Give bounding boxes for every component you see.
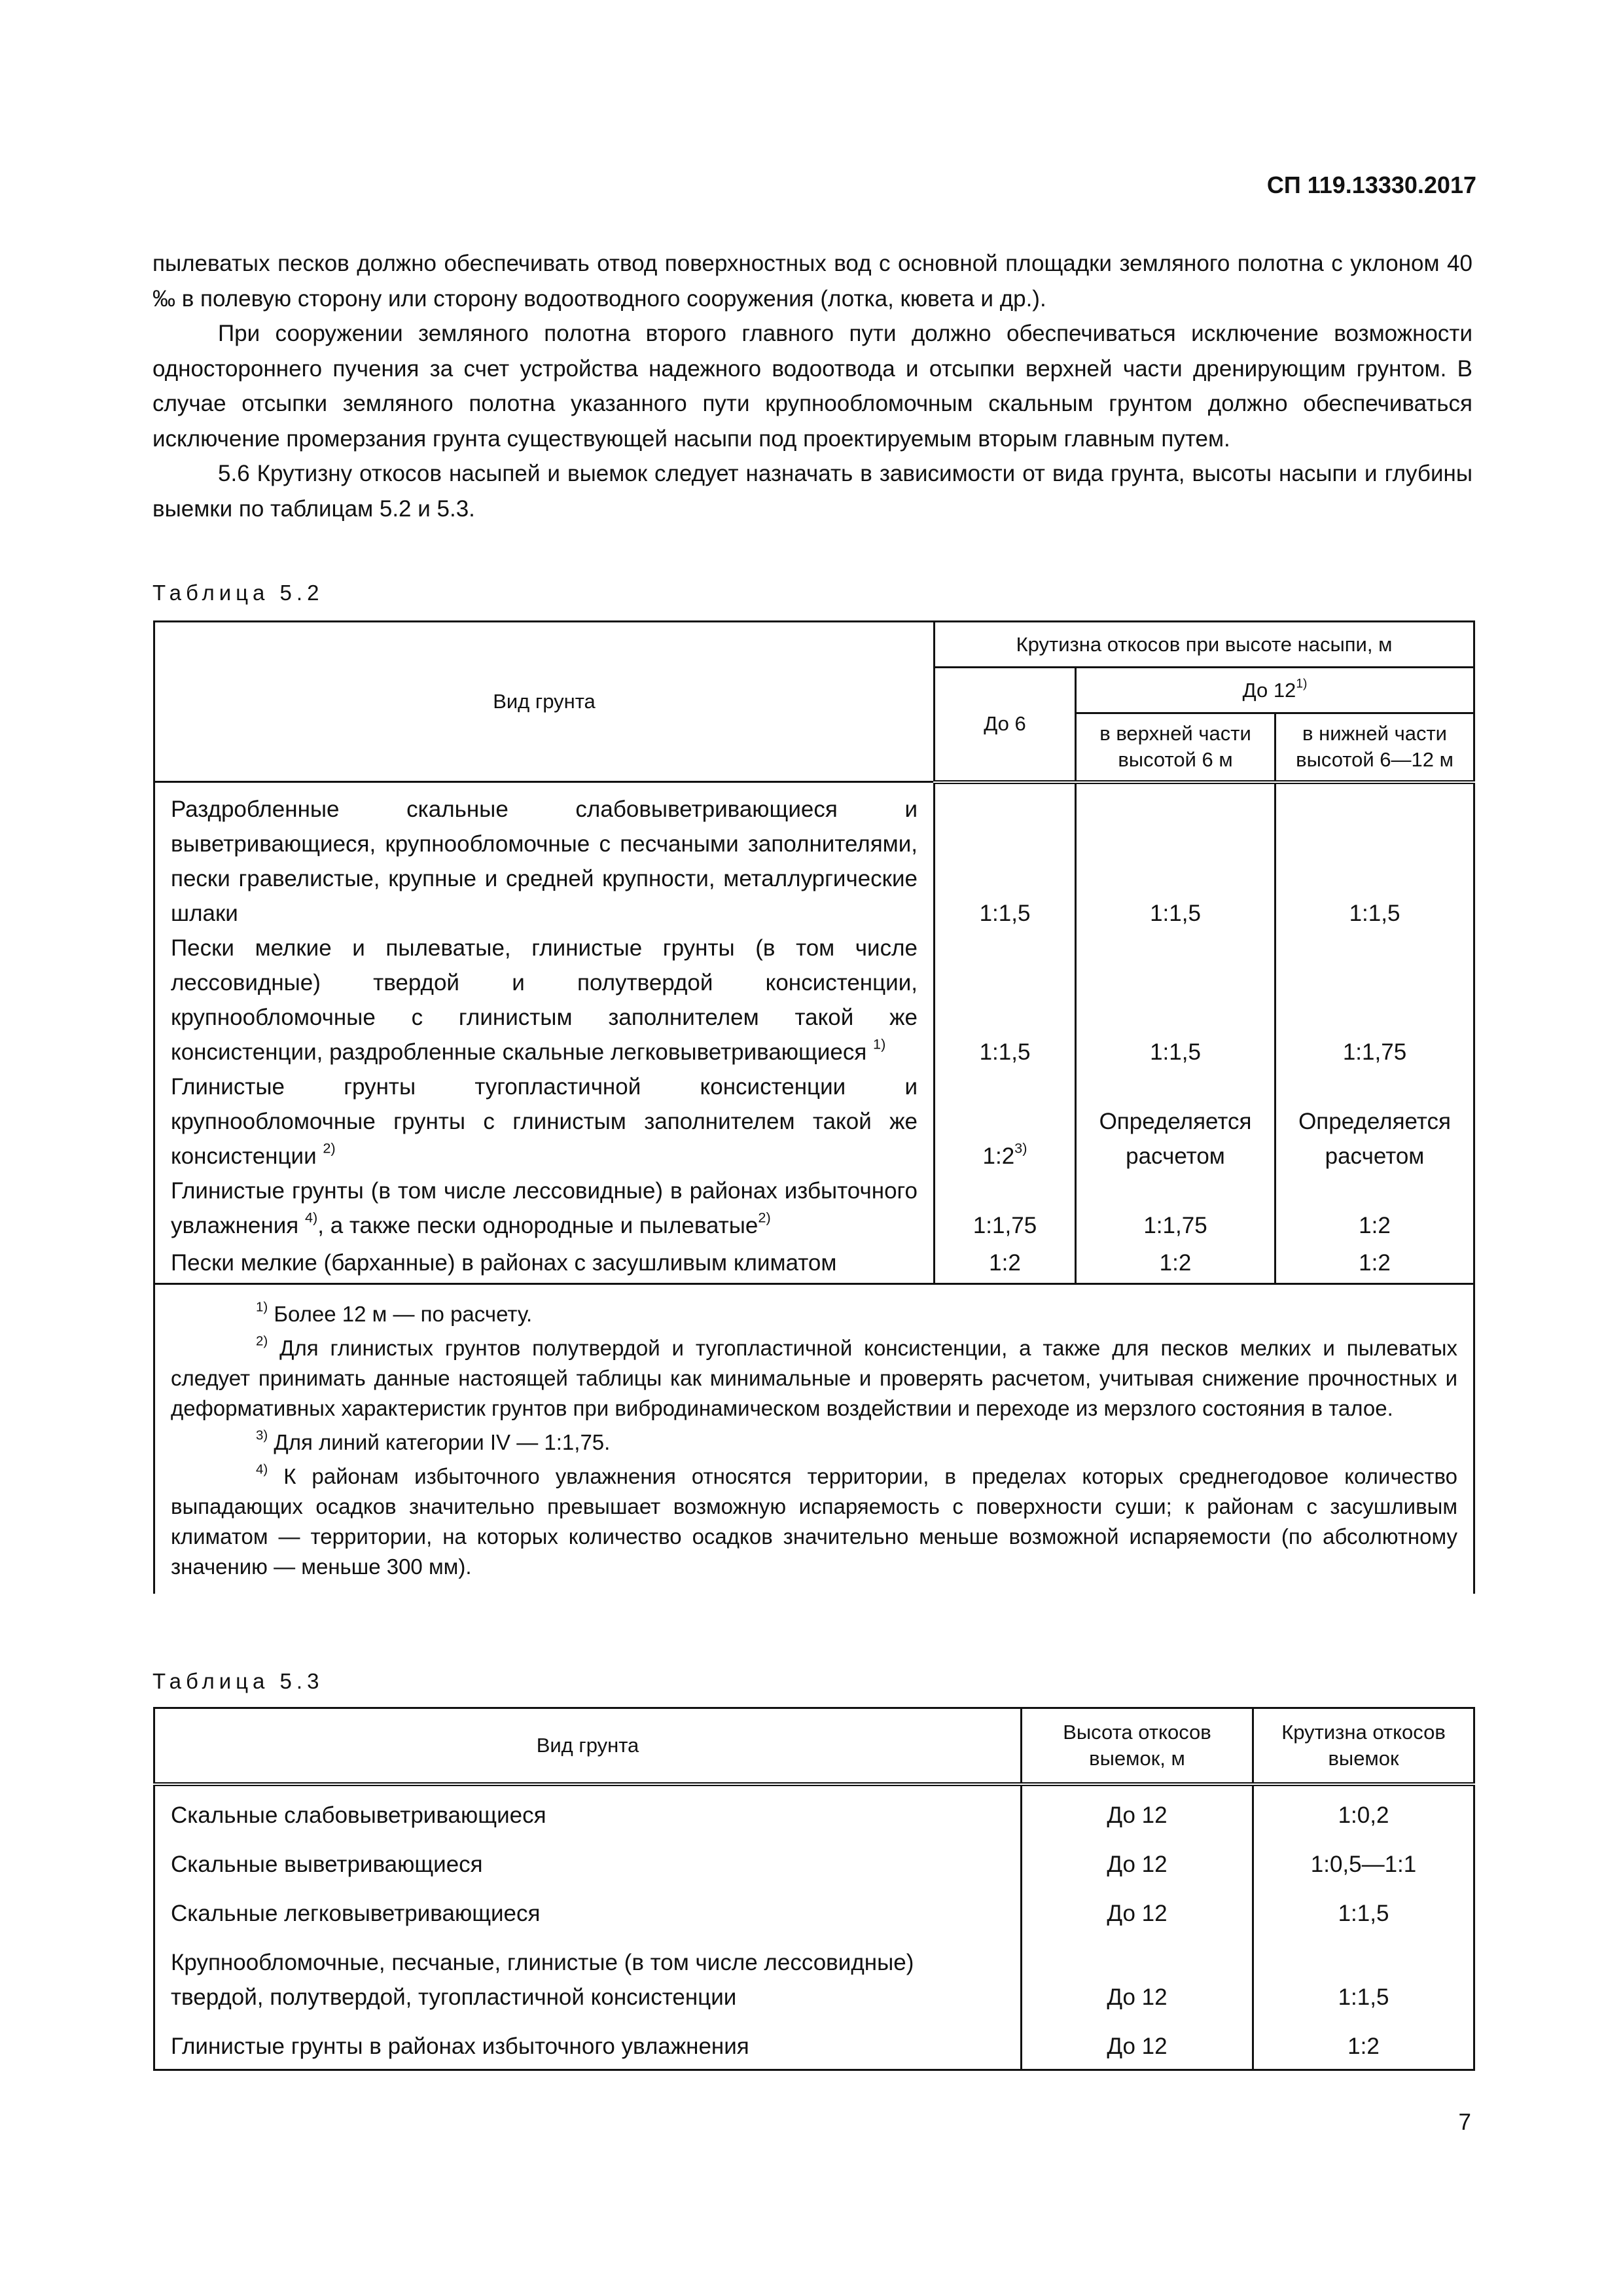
footnote-3-mark: 3) xyxy=(256,1427,268,1443)
row-5-c2: 1:2 xyxy=(1076,1243,1275,1283)
row-2-c3: 1:1,75 xyxy=(1275,931,1474,1069)
row-4-note-a: 4) xyxy=(304,1209,318,1226)
t53-row-1-desc: Скальные слабовыветривающиеся xyxy=(154,1784,1022,1833)
row-2-note: 1) xyxy=(873,1035,886,1052)
row-4-desc-b: , а также пески однородные и пылеватые xyxy=(317,1213,758,1238)
row-2-desc-text: Пески мелкие и пылеватые, глинистые грунты (в том числе лессовидные) твердой и полутвердой консистенции, крупнообломочные с глинистым заполнителем такой же консистенции, раздробленные скальные легковыветривающиеся xyxy=(171,935,918,1065)
table-5-3-head-slope: Крутизна откосов выемок xyxy=(1253,1708,1474,1785)
row-4-c1: 1:1,75 xyxy=(935,1174,1076,1243)
footnotes-cell xyxy=(154,1283,1474,1594)
table-5-3 xyxy=(153,1707,1475,2071)
row-1-desc: Раздробленные скальные слабовыветривающиеся и выветривающиеся, крупнообломочные с песчаными заполнителями, пески гравелистые, крупные и средней крупности, металлургические шлаки xyxy=(154,782,935,931)
table-row xyxy=(154,1833,1474,1882)
t53-row-2-desc: Скальные выветривающиеся xyxy=(154,1833,1022,1882)
table-row xyxy=(154,2015,1474,2070)
table-row xyxy=(154,1784,1474,1833)
row-2-c1: 1:1,5 xyxy=(935,931,1076,1069)
row-4-c3: 1:2 xyxy=(1275,1174,1474,1243)
table-5-2-head-up-to-12 xyxy=(1076,668,1474,713)
footnote-1-mark: 1) xyxy=(256,1299,268,1315)
footnote-4-text: К районам избыточного увлажнения относятся территории, в пределах которых среднегодовое количество выпадающих осадков значительно превышает возможную испаряемость с поверхности суши; к районам с засушливым климатом — территории, на которых количество осадков значительно меньше возможной испаряемости (по абсолютному значению — меньше 300 мм). xyxy=(171,1463,1458,1579)
row-3-desc xyxy=(154,1069,935,1174)
row-5-c1: 1:2 xyxy=(935,1243,1076,1283)
footnote-2-text: Для глинистых грунтов полутвердой и тугопластичной консистенции, а также для песков мелких и пылеватых следует принимать данные настоящей таблицы как минимальные и проверять расчетом, учитывая снижение прочностных и деформативных характеристик грунтов при вибродинамическом воздействии и переходе из мерзлого состояния в талое. xyxy=(171,1335,1458,1420)
t53-row-5-desc: Глинистые грунты в районах избыточного увлажнения xyxy=(154,2015,1022,2070)
table-row xyxy=(154,1174,1474,1243)
row-3-c1-text: 1:2 xyxy=(982,1143,1015,1169)
row-4-c2: 1:1,75 xyxy=(1076,1174,1275,1243)
table-5-2-head-slope-group: Крутизна откосов при высоте насыпи, м xyxy=(935,622,1474,668)
row-3-c1 xyxy=(935,1069,1076,1174)
page-number: 7 xyxy=(1458,2109,1471,2135)
table-5-2 xyxy=(153,620,1475,1594)
table-5-2-head-soil: Вид грунта xyxy=(154,622,935,782)
table-row xyxy=(154,931,1474,1069)
row-1-c3: 1:1,5 xyxy=(1275,782,1474,931)
up-to-12-note: 1) xyxy=(1296,677,1308,691)
intro-text xyxy=(152,246,1472,526)
footnote-2-mark: 2) xyxy=(256,1333,268,1349)
t53-row-4-slope: 1:1,5 xyxy=(1253,1931,1474,2015)
table-row xyxy=(154,1931,1474,2015)
document-code: СП 119.13330.2017 xyxy=(1266,171,1476,198)
footnote-1-text: Более 12 м — по расчету. xyxy=(274,1301,533,1326)
intro-paragraph-2: При сооружении земляного полотна второго главного пути должно обеспечиваться исключение возможности одностороннего пучения за счет устройства надежного водоотвода и отсыпки верхней части дренирующим грунтом. В случае отсыпки земляного полотна указанного пути крупнообломочным скальным грунтом должно обеспечиваться исключение промерзания грунта существующей насыпи под проектируемым вторым главным путем. xyxy=(152,321,1472,452)
table-row xyxy=(154,782,1474,931)
t53-row-3-height: До 12 xyxy=(1022,1882,1253,1931)
row-3-desc-text: Глинистые грунты тугопластичной консистенции и крупнообломочные грунты с глинистым заполнителем такой же консистенции xyxy=(171,1074,918,1169)
t53-row-5-height: До 12 xyxy=(1022,2015,1253,2070)
footnote-3 xyxy=(171,1427,1457,1458)
row-4-note-b: 2) xyxy=(758,1209,771,1226)
table-row xyxy=(154,1243,1474,1283)
row-3-c1-note: 3) xyxy=(1014,1139,1027,1157)
row-3-c2: Определяется расчетом xyxy=(1076,1069,1275,1174)
row-1-c1: 1:1,5 xyxy=(935,782,1076,931)
t53-row-1-slope: 1:0,2 xyxy=(1253,1784,1474,1833)
table-5-2-footnotes xyxy=(154,1283,1474,1594)
row-5-c3: 1:2 xyxy=(1275,1243,1474,1283)
footnote-4-mark: 4) xyxy=(256,1462,268,1477)
t53-row-4-height: До 12 xyxy=(1022,1931,1253,2015)
table-5-3-head-soil: Вид грунта xyxy=(154,1708,1022,1785)
table-5-2-caption: Таблица 5.2 xyxy=(152,581,324,605)
row-3-c3: Определяется расчетом xyxy=(1275,1069,1474,1174)
table-5-3-caption: Таблица 5.3 xyxy=(152,1669,324,1693)
t53-row-3-slope: 1:1,5 xyxy=(1253,1882,1474,1931)
t53-row-3-desc: Скальные легковыветривающиеся xyxy=(154,1882,1022,1931)
row-2-c2: 1:1,5 xyxy=(1076,931,1275,1069)
footnote-1 xyxy=(171,1299,1457,1329)
row-1-c2: 1:1,5 xyxy=(1076,782,1275,931)
row-4-desc-a: Глинистые грунты (в том числе лессовидные) в районах избыточного увлажнения xyxy=(171,1178,918,1238)
intro-paragraph-1: пылеватых песков должно обеспечивать отвод поверхностных вод с основной площадки земляного полотна с уклоном 40 ‰ в полевую сторону или сторону водоотводного сооружения (лотка, кювета и др.). xyxy=(152,251,1472,312)
intro-paragraph-3: 5.6 Крутизну откосов насыпей и выемок следует назначать в зависимости от вида грунта, высоты насыпи и глубины выемки по таблицам 5.2 и 5.3. xyxy=(152,461,1472,522)
row-2-desc xyxy=(154,931,935,1069)
t53-row-4-desc: Крупнообломочные, песчаные, глинистые (в том числе лессовидные) твердой, полутвердой, тугопластичной консистенции xyxy=(154,1931,1022,2015)
t53-row-2-slope: 1:0,5—1:1 xyxy=(1253,1833,1474,1882)
table-row xyxy=(154,1882,1474,1931)
footnote-3-text: Для линий категории IV — 1:1,75. xyxy=(274,1429,611,1454)
row-4-desc xyxy=(154,1174,935,1243)
footnote-4 xyxy=(171,1462,1457,1582)
table-5-2-head-upper-part: в верхней части высотой 6 м xyxy=(1076,713,1275,782)
up-to-12-label: До 12 xyxy=(1242,678,1296,702)
table-5-2-head-lower-part: в нижней части высотой 6—12 м xyxy=(1275,713,1474,782)
row-5-desc: Пески мелкие (барханные) в районах с засушливым климатом xyxy=(154,1243,935,1283)
row-3-note: 2) xyxy=(323,1139,336,1157)
table-5-2-head-up-to-6: До 6 xyxy=(935,668,1076,782)
footnote-2 xyxy=(171,1333,1457,1424)
t53-row-5-slope: 1:2 xyxy=(1253,2015,1474,2070)
table-row xyxy=(154,1069,1474,1174)
t53-row-1-height: До 12 xyxy=(1022,1784,1253,1833)
table-5-3-head-height: Высота откосов выемок, м xyxy=(1022,1708,1253,1785)
t53-row-2-height: До 12 xyxy=(1022,1833,1253,1882)
